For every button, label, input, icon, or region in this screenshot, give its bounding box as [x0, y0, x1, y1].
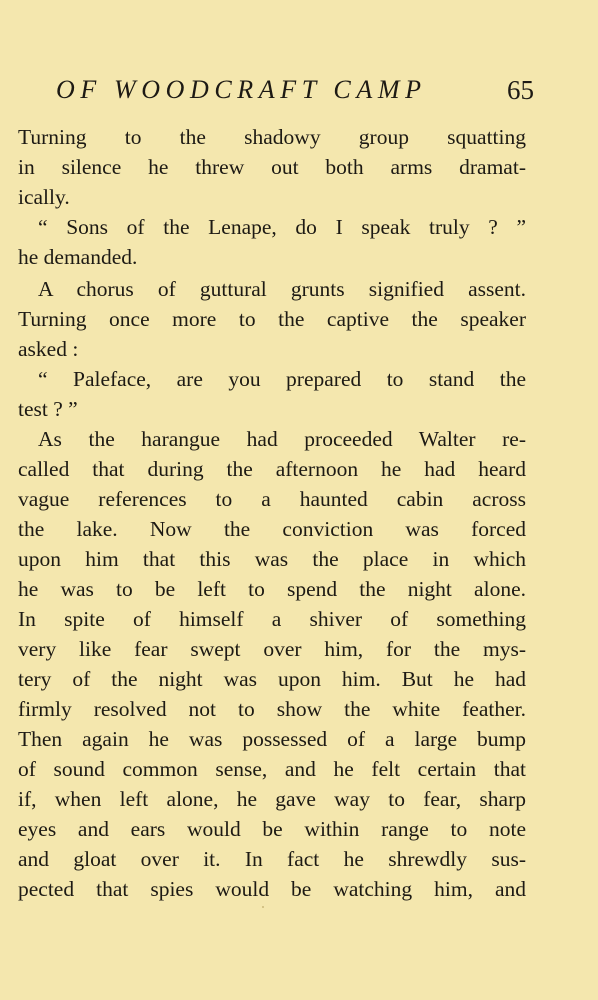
- text-line: A chorus of guttural grunts signified assent.: [38, 277, 526, 301]
- text-line: “ Paleface, are you prepared to stand the: [38, 367, 526, 391]
- text-line: of sound common sense, and he felt certain that: [18, 757, 526, 781]
- text-line: Turning once more to the captive the speaker: [18, 307, 526, 331]
- text-line: Turning to the shadowy group squatting: [18, 125, 526, 149]
- text-line: if, when left alone, he gave way to fear, sharp: [18, 787, 526, 811]
- text-line: asked :: [18, 337, 79, 361]
- text-line: firmly resolved not to show the white feather.: [18, 697, 526, 721]
- text-line: called that during the afternoon he had heard: [18, 457, 526, 481]
- text-line: very like fear swept over him, for the mys-: [18, 637, 526, 661]
- page-header: [56, 72, 534, 108]
- body-text: [18, 122, 526, 904]
- text-line: In spite of himself a shiver of something: [18, 607, 526, 631]
- text-line: in silence he threw out both arms dramat-: [18, 155, 526, 179]
- text-line: and gloat over it. In fact he shrewdly sus-: [18, 847, 526, 871]
- text-line: he was to be left to spend the night alone.: [18, 577, 526, 601]
- text-line: As the harangue had proceeded Walter re-: [38, 427, 526, 451]
- text-line: test ? ”: [18, 397, 78, 421]
- text-line: tery of the night was upon him. But he had: [18, 667, 526, 691]
- running-head: OF WOODCRAFT CAMP: [56, 75, 427, 104]
- text-line: eyes and ears would be within range to note: [18, 817, 526, 841]
- text-line: the lake. Now the conviction was forced: [18, 517, 526, 541]
- text-line: pected that spies would be watching him, and: [18, 877, 526, 901]
- text-line: ically.: [18, 185, 70, 209]
- paper-speck: [262, 906, 264, 908]
- text-line: upon him that this was the place in which: [18, 547, 526, 571]
- text-line: vague references to a haunted cabin across: [18, 487, 526, 511]
- text-line: “ Sons of the Lenape, do I speak truly ? ”: [38, 215, 526, 239]
- text-line: he demanded.: [18, 245, 138, 269]
- page-number: 65: [507, 75, 534, 105]
- text-line: Then again he was possessed of a large bump: [18, 727, 526, 751]
